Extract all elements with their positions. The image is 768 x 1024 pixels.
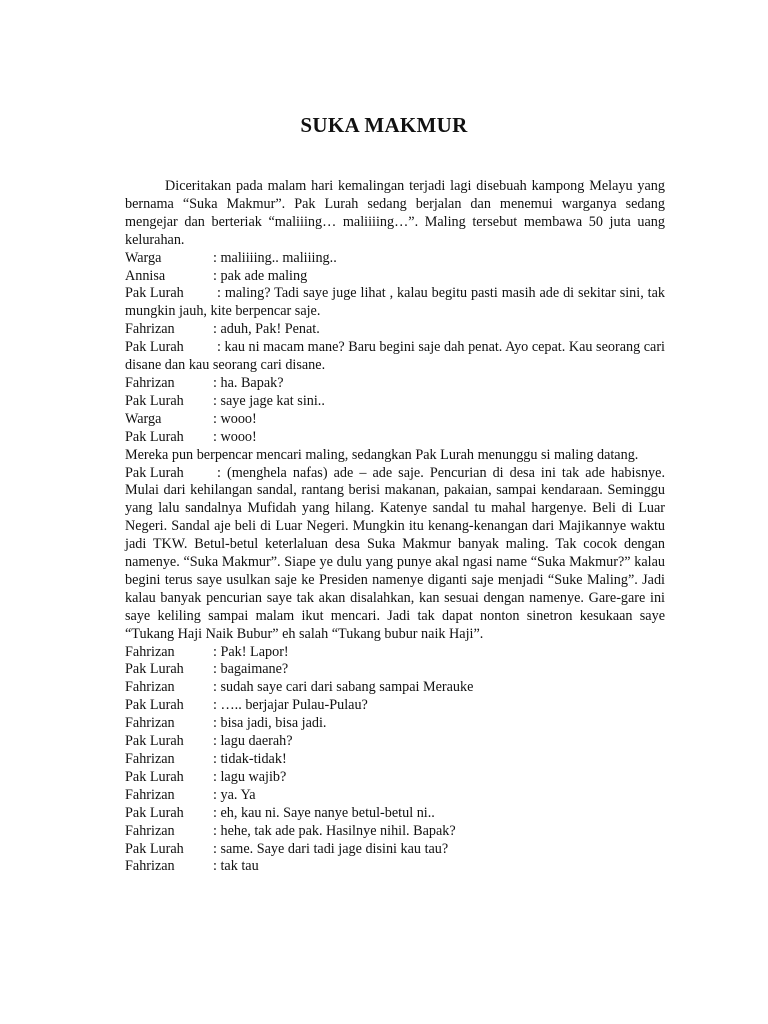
dialog-text: : ya. Ya [213,786,256,803]
dialog-text: : ha. Bapak? [213,374,284,391]
speaker-name: Pak Lurah [125,339,184,356]
dialog-text: : lagu wajib? [213,768,287,785]
dialog-line [125,697,665,715]
speaker-name: Pak Lurah [125,392,184,409]
dialog-line [125,321,665,339]
dialog-text: : kau ni macam mane? Baru begini saje dah penat. Ayo cepat. Kau seorang cari disane dan kau seorang cari disane. [125,339,665,374]
speaker-name: Pak Lurah [125,804,184,821]
dialog-line [125,751,665,769]
speaker-name: Fahrizan [125,786,175,803]
speaker-name: Pak Lurah [125,768,184,785]
speaker-name: Pak Lurah [125,661,184,678]
speaker-name: Pak Lurah [125,840,184,857]
dialog-text: : bisa jadi, bisa jadi. [213,715,327,732]
dialog-line [125,339,665,375]
speaker-name: Fahrizan [125,715,175,732]
dialog-line [125,858,665,876]
speaker-name: Fahrizan [125,679,175,696]
speaker-name: Fahrizan [125,751,175,767]
dialog-text: : wooo! [213,410,257,427]
intro-paragraph: Diceritakan pada malam hari kemalingan terjadi lagi disebuah kampong Melayu yang bernama “Suka Makmur”. Pak Lurah sedang berjalan dan menemui warganya sedang mengejar dan berteriak “maliiing… maliiiing…”. Maling tersebut membawa 50 juta uang kelurahan. [125,178,665,248]
speaker-name: Warga [125,410,162,427]
dialog-line [125,375,665,393]
dialog-line [125,823,665,841]
dialog-text: : aduh, Pak! Penat. [213,321,320,338]
dialog-line [125,285,665,321]
dialog-line [125,679,665,697]
speaker-name: Pak Lurah [125,428,184,445]
dialog-text: : (menghela nafas) ade – ade saje. Pencurian di desa ini tak ade habisnye. Mulai dari kehilangan sandal, rantang berisi makanan, pakaian, sampai kendaraan. Seminggu yang lalu sandalnya Mufidah yang hilang. Katenye sandal tu mahal hargenye. Beli di Luar Negeri. Sandal aje beli di Luar Negeri. Mungkin itu kenang-kenangan dari Majikannye waktu jadi TKW. Betul-betul keterlaluan desa Suka Makmur banyak maling. Tak cocok dengan namenye. “Suka Makmur”. Siape ye dulu yang punye akal ngasi name “Suka Makmur?” kalau begini terus saye usulkan saje ke Presiden namenye diganti saje menjadi “Suke Maling”. Jadi kalau banyak pencurian saye tak akan disalahkan, kan sesuai dengan namenye. Gare-gare ini saye keliling sampai malam ikut mencari. Jadi tak dapat nonton sinetron kesukaan saye “Tukang Haji Naik Bubur” eh salah “Tukang bubur naik Haji”. [125,464,665,642]
narration-paragraph: Mereka pun berpencar mencari maling, sedangkan Pak Lurah menunggu si maling datang. [125,446,639,463]
dialog-line [125,733,665,751]
dialog-line [125,644,665,662]
dialog-line [125,787,665,805]
dialog-text: : bagaimane? [213,661,289,678]
speaker-name: Fahrizan [125,822,175,839]
dialog-text: : tidak-tidak! [213,751,287,767]
speaker-name: Pak Lurah [125,464,184,481]
dialog-line [125,250,665,268]
dialog-text: : maliiiing.. maliiing.. [213,249,337,266]
dialog-text: : pak ade maling [213,267,308,284]
monologue-line [125,465,665,644]
speaker-name: Fahrizan [125,321,175,338]
dialog-text: : tak tau [213,858,259,875]
dialog-line [125,841,665,859]
dialog-text: : saye jage kat sini.. [213,392,325,409]
speaker-name: Pak Lurah [125,697,184,714]
dialog-line [125,661,665,679]
dialog-line [125,715,665,733]
dialog-line [125,429,665,447]
speaker-name: Fahrizan [125,858,175,875]
dialog-text: : ….. berjajar Pulau-Pulau? [213,697,368,714]
dialog-text: : wooo! [213,428,257,445]
speaker-name: Pak Lurah [125,285,184,302]
dialog-text: : Pak! Lapor! [213,643,289,660]
speaker-name: Warga [125,249,162,266]
dialog-text: : maling? Tadi saye juge lihat , kalau begitu pasti masih ade di sekitar sini, tak mungkin jauh, kite berpencar saje. [125,285,665,320]
dialog-text: : same. Saye dari tadi jage disini kau tau? [213,840,449,857]
dialog-line [125,411,665,429]
script-body [125,178,665,876]
speaker-name: Fahrizan [125,374,175,391]
dialog-text: : eh, kau ni. Saye nanye betul-betul ni.. [213,804,435,821]
speaker-name: Pak Lurah [125,733,184,750]
dialog-line [125,268,665,286]
dialog-line [125,805,665,823]
page-title: SUKA MAKMUR [300,113,468,137]
speaker-name: Fahrizan [125,643,175,660]
dialog-block-1 [125,250,665,447]
dialog-block-2 [125,644,665,877]
speaker-name: Annisa [125,267,166,284]
dialog-line [125,393,665,411]
dialog-line [125,769,665,787]
dialog-text: : hehe, tak ade pak. Hasilnye nihil. Bapak? [213,822,456,839]
dialog-text: : sudah saye cari dari sabang sampai Merauke [213,679,474,696]
dialog-text: : lagu daerah? [213,733,293,750]
